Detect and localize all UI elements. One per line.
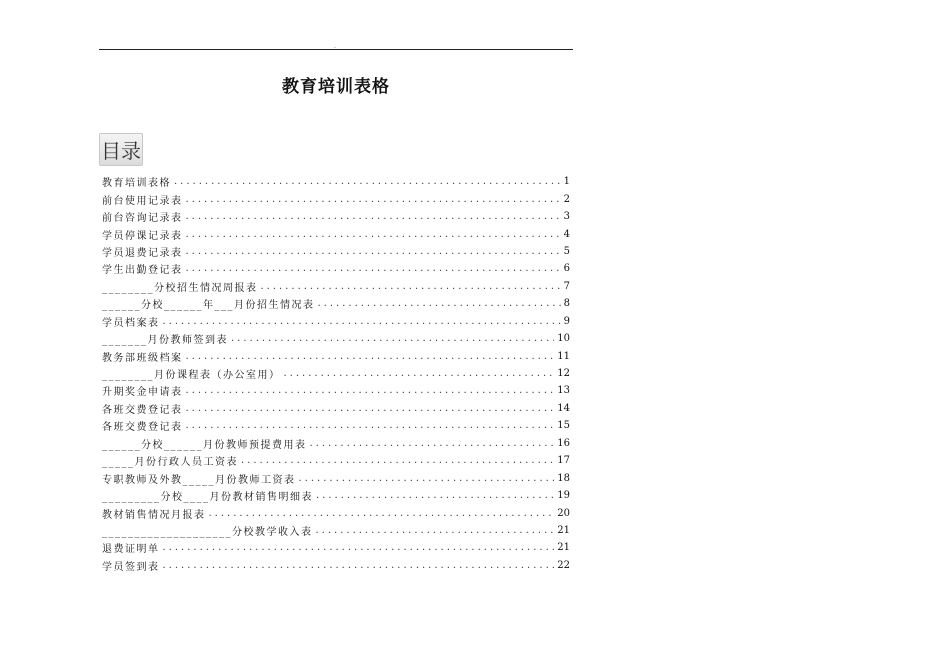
toc-entry-label: 退费证明单 <box>102 544 160 556</box>
toc-entry[interactable] <box>102 278 570 295</box>
toc-leader-dots <box>284 368 555 379</box>
toc-entry[interactable] <box>102 435 570 452</box>
header-mark: . <box>334 43 336 50</box>
toc-entry-label: 教育培训表格 <box>102 178 171 190</box>
toc-entry-label: ____________________分校教学收入表 <box>102 526 313 538</box>
toc-leader-dots <box>310 438 555 449</box>
header-rule <box>99 49 573 50</box>
toc-entry-label: 各班交费登记表 <box>102 404 183 416</box>
toc-entry-page: 16 <box>557 437 570 449</box>
toc-leader-dots <box>186 420 555 431</box>
toc-entry-label: ______分校______月份教师预提费用表 <box>102 439 307 451</box>
toc-entry-page: 17 <box>557 455 570 467</box>
toc-entry-label: _________分校____月份教材销售明细表 <box>102 492 313 504</box>
toc-entry-page: 2 <box>563 193 570 205</box>
toc-entry-label: ______分校______年___月份招生情况表 <box>102 300 315 312</box>
toc-entry-label: _____月份行政人员工资表 <box>102 457 238 469</box>
toc-entry-label: ________月份课程表（办公室用） <box>102 370 281 382</box>
toc-entry[interactable] <box>102 400 570 417</box>
toc-leader-dots <box>186 194 561 205</box>
toc-entry-page: 9 <box>563 315 570 327</box>
toc-entry[interactable] <box>102 295 570 312</box>
toc-leader-dots <box>318 298 561 309</box>
toc-leader-dots <box>163 316 561 327</box>
toc-entry-page: 5 <box>563 245 570 257</box>
toc-entry-label: 升期奖金申请表 <box>102 387 183 399</box>
toc-entry-page: 12 <box>557 368 570 380</box>
table-of-contents <box>102 173 570 574</box>
toc-entry-page: 13 <box>557 385 570 397</box>
toc-entry[interactable] <box>102 313 570 330</box>
toc-entry[interactable] <box>102 190 570 207</box>
toc-entry-label: 学员停课记录表 <box>102 230 183 242</box>
toc-entry-page: 20 <box>557 507 570 519</box>
toc-leader-dots <box>186 351 555 362</box>
toc-entry[interactable] <box>102 417 570 434</box>
toc-leader-dots <box>316 525 555 536</box>
toc-entry[interactable] <box>102 347 570 364</box>
toc-entry-page: 18 <box>557 472 570 484</box>
toc-entry[interactable] <box>102 469 570 486</box>
toc-entry-page: 10 <box>557 333 570 345</box>
toc-leader-dots <box>261 281 561 292</box>
toc-entry[interactable] <box>102 487 570 504</box>
toc-entry-page: 1 <box>563 176 570 188</box>
toc-entry-page: 15 <box>557 420 570 432</box>
toc-leader-dots <box>186 229 561 240</box>
toc-entry-label: 前台咨询记录表 <box>102 213 183 225</box>
toc-entry[interactable] <box>102 365 570 382</box>
toc-entry-page: 14 <box>557 402 570 414</box>
toc-leader-dots <box>186 211 561 222</box>
toc-entry-label: 教材销售情况月报表 <box>102 509 206 521</box>
toc-leader-dots <box>241 455 554 466</box>
toc-leader-dots <box>163 542 555 553</box>
toc-entry[interactable] <box>102 330 570 347</box>
toc-entry-page: 22 <box>557 559 570 571</box>
toc-entry-label: 教务部班级档案 <box>102 352 183 364</box>
toc-entry-page: 21 <box>557 542 570 554</box>
toc-leader-dots <box>163 560 555 571</box>
toc-leader-dots <box>231 333 554 344</box>
toc-leader-dots <box>299 473 555 484</box>
toc-entry[interactable] <box>102 208 570 225</box>
toc-leader-dots <box>174 176 561 187</box>
toc-entry[interactable] <box>102 557 570 574</box>
toc-entry-page: 7 <box>563 280 570 292</box>
toc-entry[interactable] <box>102 382 570 399</box>
toc-leader-dots <box>316 490 554 501</box>
toc-entry[interactable] <box>102 243 570 260</box>
toc-entry-label: 各班交费登记表 <box>102 422 183 434</box>
toc-heading: 目录 <box>99 133 143 166</box>
toc-entry[interactable] <box>102 173 570 190</box>
toc-entry-label: 学员签到表 <box>102 561 160 573</box>
toc-entry-page: 8 <box>563 298 570 310</box>
toc-entry[interactable] <box>102 522 570 539</box>
toc-entry-label: 学员档案表 <box>102 317 160 329</box>
toc-entry-page: 11 <box>557 350 570 362</box>
toc-entry-page: 3 <box>563 211 570 223</box>
toc-entry[interactable] <box>102 504 570 521</box>
toc-entry-page: 19 <box>557 490 570 502</box>
toc-entry[interactable] <box>102 225 570 242</box>
toc-leader-dots <box>186 403 555 414</box>
toc-entry-page: 6 <box>563 263 570 275</box>
toc-entry-label: ________分校招生情况周报表 <box>102 282 258 294</box>
toc-entry-page: 4 <box>563 228 570 240</box>
toc-entry[interactable] <box>102 539 570 556</box>
toc-entry-label: _______月份教师签到表 <box>102 335 228 347</box>
toc-entry[interactable] <box>102 260 570 277</box>
toc-entry[interactable] <box>102 452 570 469</box>
toc-entry-label: 学员退费记录表 <box>102 247 183 259</box>
toc-leader-dots <box>209 508 555 519</box>
toc-entry-label: 学生出勤登记表 <box>102 265 183 277</box>
toc-entry-label: 前台使用记录表 <box>102 195 183 207</box>
document-title: 教育培训表格 <box>282 77 390 97</box>
toc-leader-dots <box>186 385 555 396</box>
toc-leader-dots <box>186 263 561 274</box>
toc-leader-dots <box>186 246 561 257</box>
toc-entry-page: 21 <box>557 524 570 536</box>
toc-entry-label: 专职教师及外教_____月份教师工资表 <box>102 474 296 486</box>
